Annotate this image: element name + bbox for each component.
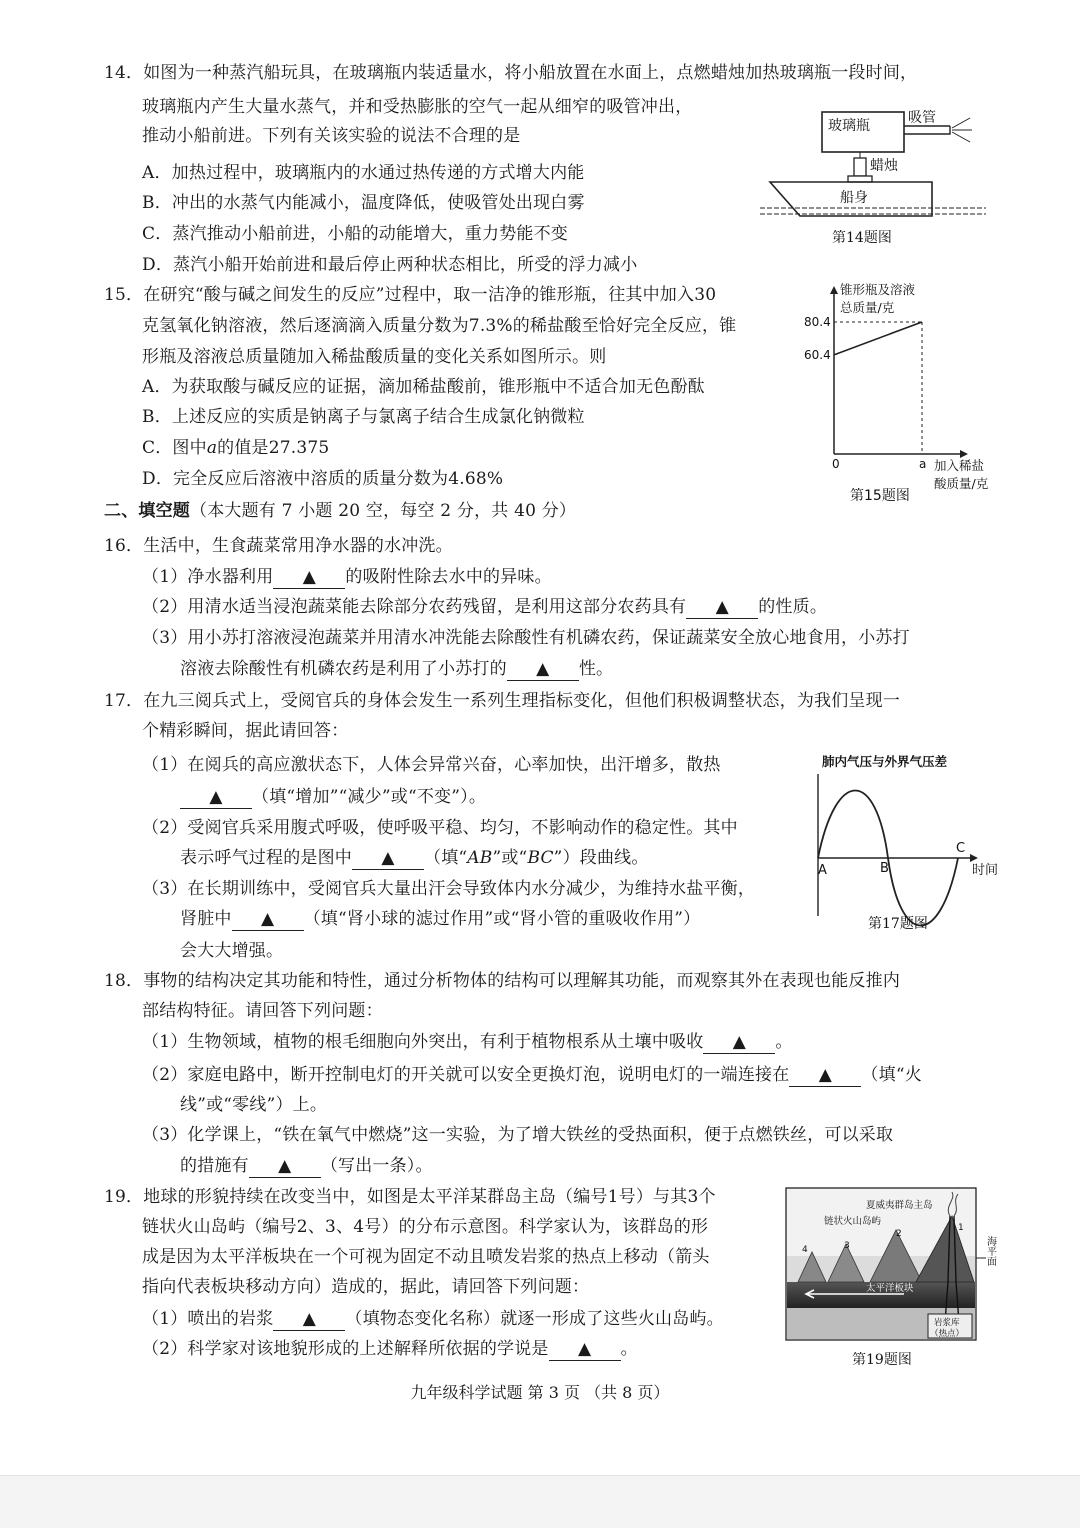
answer-blank[interactable]: ▲ <box>232 908 304 931</box>
sea-level-label: 海平面 <box>984 1236 996 1266</box>
q16-part-3-line-1: （3）用小苏打溶液浸泡蔬菜并用清水冲洗能去除酸性有机磷农药，保证蔬菜安全放心地食用，小苏打 <box>142 628 910 648</box>
q14-line-3: 推动小船前进。下列有关该实验的说法不合理的是 <box>142 126 521 146</box>
q19-line-1: 19．地球的形貌持续在改变当中，如图是太平洋某群岛主岛（编号1号）与其3个 <box>104 1187 716 1207</box>
q16-part-3-line-2: 溶液去除酸性有机磷农药是利用了小苏打的 ▲ 性。 <box>180 659 614 679</box>
q15-option-c: C．图中a的值是27.375 <box>142 438 330 458</box>
q15-line-2: 克氢氧化钠溶液，然后逐滴滴入质量分数为7.3%的稀盐酸至恰好完全反应，锥 <box>142 316 737 336</box>
q15-option-d: D．完全反应后溶液中溶质的质量分数为4.68% <box>142 469 504 489</box>
point-c-label: C <box>956 841 966 856</box>
answer-blank[interactable]: ▲ <box>507 658 579 681</box>
q17-part-3-line-3: 会大大增强。 <box>180 941 284 961</box>
q18-part-3-line-2: 的措施有 ▲ （写出一条）。 <box>180 1156 433 1176</box>
q17-stem-1: 17．在九三阅兵式上，受阅官兵的身体会发生一系列生理指标变化，但他们积极调整状态，为我们呈现一 <box>104 691 901 711</box>
q17-part-3-line-2: 肾脏中 ▲ （填“肾小球的滤过作用”或“肾小管的重吸收作用”） <box>180 909 701 929</box>
q14-line-2: 玻璃瓶内产生大量水蒸气，并和受热膨胀的空气一起从细窄的吸管冲出， <box>142 97 693 117</box>
q19-figure <box>784 1186 1034 1372</box>
island-number-1: 1 <box>958 1223 964 1233</box>
q19-caption: 第19题图 <box>852 1352 912 1368</box>
answer-blank[interactable]: ▲ <box>249 1155 321 1178</box>
q18-stem-1: 18．事物的结构决定其功能和特性，通过分析物体的结构可以理解其功能，而观察其外在表现也能反推内 <box>104 971 901 991</box>
q19-part-2: （2）科学家对该地貌形成的上述解释所依据的学说是 ▲ 。 <box>142 1339 638 1359</box>
q16-part-2: （2）用清水适当浸泡蔬菜能去除部分农药残留，是利用这部分农药具有 ▲ 的性质。 <box>142 597 828 617</box>
answer-blank[interactable]: ▲ <box>686 596 758 619</box>
answer-blank[interactable]: ▲ <box>352 847 424 870</box>
y-axis-label-line-1: 锥形瓶及溶液 <box>840 282 916 297</box>
hull-label: 船身 <box>840 190 868 206</box>
answer-blank[interactable]: ▲ <box>549 1338 621 1361</box>
main-island-label: 夏威夷群岛主岛 <box>866 1200 933 1211</box>
q15-var-a: a <box>206 438 218 458</box>
q19-line-4: 指向代表板块移动方向）造成的，据此，请回答下列问题： <box>142 1277 590 1297</box>
island-number-3: 3 <box>844 1241 850 1251</box>
q15-option-b: B．上述反应的实质是钠离子与氯离子结合生成氯化钠微粒 <box>142 407 585 427</box>
y-axis-arrow <box>830 286 838 294</box>
candle <box>854 158 866 176</box>
magma-label-2: （热点） <box>930 1329 965 1339</box>
page-footer: 九年级科学试题 第 3 页 （共 8 页） <box>410 1383 670 1402</box>
x-axis-label-line-2: 酸质量/克 <box>934 476 989 491</box>
q14-option-a: A．加热过程中，玻璃瓶内的水通过热传递的方式增大内能 <box>142 163 585 183</box>
y-tick-label: 80.4 <box>804 314 831 329</box>
plate-label: 太平洋板块 <box>866 1283 914 1294</box>
q16-part-1: （1）净水器利用 ▲ 的吸附性除去水中的异味。 <box>142 567 552 587</box>
q16-stem: 16．生活中，生食蔬菜常用净水器的水冲洗。 <box>104 536 453 556</box>
q18-part-2-line-1: （2）家庭电路中，断开控制电灯的开关就可以安全更换灯泡，说明电灯的一端连接在 ▲ （填“火 <box>142 1065 922 1085</box>
x-axis-arrow <box>960 450 968 458</box>
q15-chart <box>800 278 1010 506</box>
q14-figure <box>760 104 990 254</box>
answer-blank[interactable]: ▲ <box>789 1064 861 1087</box>
section-2-heading: 二、填空题（本大题有 7 小题 20 空，每空 2 分，共 40 分） <box>104 501 577 521</box>
point-b-label: B <box>880 861 889 876</box>
q14-option-d: D．蒸汽小船开始前进和最后停止两种状态相比，所受的浮力减小 <box>142 255 638 275</box>
answer-blank[interactable]: ▲ <box>273 566 345 589</box>
q17-figure-title: 肺内气压与外界气压差 <box>822 754 948 769</box>
bottle-label: 玻璃瓶 <box>828 118 870 134</box>
q17-part-2-line-2: 表示呼气过程的是图中 ▲ （填“AB”或“BC”）段曲线。 <box>180 848 649 868</box>
magma-label-1: 岩浆库 <box>934 1318 960 1328</box>
q15-line-1: 15．在研究“酸与碱之间发生的反应”过程中，取一洁净的锥形瓶，往其中加入30 <box>104 285 717 305</box>
q14-line-1: 14．如图为一种蒸汽船玩具，在玻璃瓶内装适量水，将小船放置在水面上，点燃蜡烛加热玻璃瓶一段时间， <box>104 63 918 83</box>
q14-option-b: B．冲出的水蒸气内能减小，温度降低，使吸管处出现白雾 <box>142 193 585 213</box>
y-axis-label-line-2: 总质量/克 <box>840 300 895 315</box>
point-a-label: A <box>818 863 827 878</box>
q17-part-2-line-1: （2）受阅官兵采用腹式呼吸，使呼吸平稳、均匀，不影响动作的稳定性。其中 <box>142 818 738 838</box>
q18-stem-2: 部结构特征。请回答下列问题： <box>142 1001 383 1021</box>
q17-part-1-line-1: （1）在阅兵的高应激状态下，人体会异常兴奋，心率加快，出汗增多，散热 <box>142 755 721 775</box>
time-axis-label: 时间 <box>972 863 999 878</box>
q17-stem-2: 个精彩瞬间，据此请回答： <box>142 721 349 741</box>
q17-part-3-line-1: （3）在长期训练中，受阅官兵大量出汗会导致体内水分减少，为维持水盐平衡， <box>142 879 756 899</box>
answer-blank[interactable]: ▲ <box>180 786 252 809</box>
steam-lines <box>952 118 972 142</box>
island-number-4: 4 <box>802 1245 808 1255</box>
data-line <box>834 322 922 355</box>
q17-figure <box>806 748 1010 938</box>
q15-caption: 第15题图 <box>850 488 910 504</box>
x-tick-label: a <box>919 457 927 471</box>
q14-caption: 第14题图 <box>832 230 892 246</box>
q18-part-2-line-2: 线”或“零线”）上。 <box>180 1095 328 1115</box>
chain-label: 链状火山岛屿 <box>824 1216 882 1227</box>
answer-blank[interactable]: ▲ <box>703 1031 775 1054</box>
candle-label: 蜡烛 <box>870 158 898 174</box>
q19-line-3: 成是因为太平洋板块在一个可视为固定不动且喷发岩浆的热点上移动（箭头 <box>142 1247 710 1267</box>
q14-option-c: C．蒸汽推动小船前进，小船的动能增大，重力势能不变 <box>142 224 569 244</box>
q17-part-1-line-2: ▲ （填“增加”“减少”或“不变”）。 <box>180 786 486 809</box>
q15-line-3: 形瓶及溶液总质量随加入稀盐酸质量的变化关系如图所示。则 <box>142 347 607 367</box>
q18-part-1: （1）生物领域，植物的根毛细胞向外突出，有利于植物根系从土壤中吸收 ▲ 。 <box>142 1032 793 1052</box>
q19-line-2: 链状火山岛屿（编号2、3、4号）的分布示意图。科学家认为，该群岛的形 <box>142 1217 709 1237</box>
q18-part-3-line-1: （3）化学课上，“铁在氧气中燃烧”这一实验，为了增大铁丝的受热面积，便于点燃铁丝，可以采取 <box>142 1125 894 1145</box>
y-tick-label: 60.4 <box>804 347 831 362</box>
x-axis-label-line-1: 加入稀盐 <box>934 458 985 473</box>
straw <box>904 126 950 134</box>
straw-label: 吸管 <box>908 110 936 126</box>
q15-option-a: A．为获取酸与碱反应的证据，滴加稀盐酸前，锥形瓶中不适合加无色酚酞 <box>142 377 705 397</box>
q17-x-arrow <box>970 854 978 862</box>
q17-caption: 第17题图 <box>868 916 928 932</box>
bottom-margin <box>0 1475 1080 1528</box>
q19-part-1: （1）喷出的岩浆 ▲ （填物态变化名称）就逐一形成了这些火山岛屿。 <box>142 1309 724 1329</box>
island-number-2: 2 <box>896 1229 902 1239</box>
origin-label: 0 <box>832 457 840 471</box>
answer-blank[interactable]: ▲ <box>273 1308 345 1331</box>
